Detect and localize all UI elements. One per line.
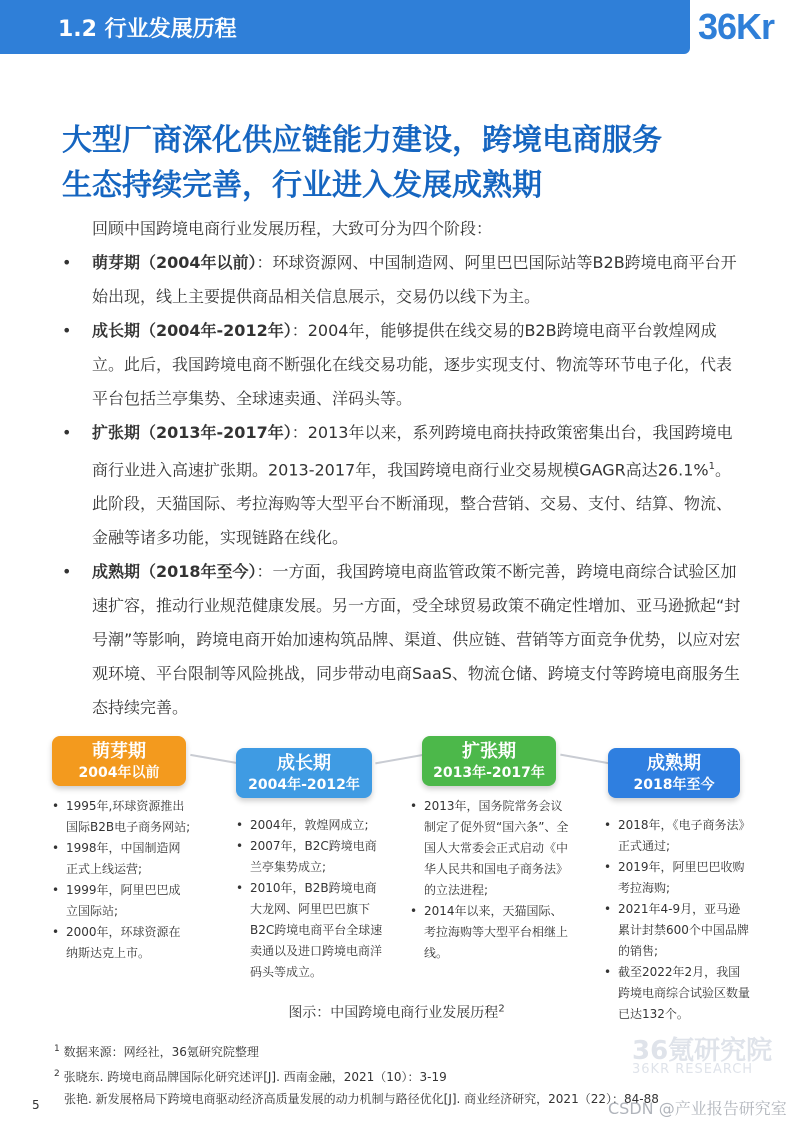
footnotes xyxy=(54,1038,659,1110)
headline-line-1: 大型厂商深化供应链能力建设，跨境电商服务 xyxy=(62,123,662,158)
bullet-stage-3 xyxy=(62,416,742,555)
footnote-text: 数据来源：网经社，36氪研究院整理 xyxy=(63,1045,259,1059)
stage-event: • 1998年，中国制造网正式上线运营; xyxy=(52,838,192,880)
bullet-term: 萌芽期（2004年以前） xyxy=(92,253,257,272)
stage-box-budding xyxy=(52,736,186,786)
bullet-text: ：2013年以来，系列跨境电商扶持政策密集出台，我国跨境电商行业进入高速扩张期。2013-2017年，我国跨境电商行业交易规模GAGR高达26.1% xyxy=(92,423,733,480)
page-number: 5 xyxy=(32,1098,40,1112)
stage-connector xyxy=(190,754,238,764)
section-title: 1.2 行业发展历程 xyxy=(58,17,237,42)
intro-paragraph: 回顾中国跨境电商行业发展历程，大致可分为四个阶段： xyxy=(92,219,493,238)
bullet-stage-4 xyxy=(62,555,742,725)
stage-period: 2018年至今 xyxy=(633,777,715,793)
body-text xyxy=(62,212,742,725)
stage-event: • 1999年，阿里巴巴成立国际站; xyxy=(52,880,192,922)
bullet-stage-2 xyxy=(62,314,742,416)
stage-events-maturity xyxy=(604,815,750,1025)
stage-name: 成长期 xyxy=(277,753,331,774)
stage-name: 萌芽期 xyxy=(92,741,146,762)
stage-events-budding xyxy=(52,796,192,964)
headline-line-2: 生态持续完善，行业进入发展成熟期 xyxy=(62,168,542,203)
page-headline xyxy=(62,118,752,208)
footnote-number: 2 xyxy=(54,1069,60,1079)
stage-events-growth xyxy=(236,815,384,983)
bullet-dot: • xyxy=(62,562,72,582)
stage-event: • 2007年，B2C跨境电商兰亭集势成立; xyxy=(236,836,384,878)
bullet-term: 成长期（2004年-2012年） xyxy=(92,321,292,340)
footnote-number: 1 xyxy=(54,1044,60,1054)
stage-event: • 2019年，阿里巴巴收购考拉海购; xyxy=(604,857,750,899)
figure-caption xyxy=(0,1002,793,1022)
bullet-dot: • xyxy=(62,423,72,442)
csdn-watermark: CSDN @产业报告研究室 xyxy=(608,1099,787,1118)
stage-event: • 1995年,环球资源推出国际B2B电子商务网站; xyxy=(52,796,192,838)
footnote-2-continued xyxy=(54,1088,659,1110)
stage-event: • 2021年4-9月，亚马逊累计封禁600个中国品牌的销售; xyxy=(604,899,750,962)
footnote-ref: 1 xyxy=(708,461,715,472)
stage-event: • 2014年以来，天猫国际、考拉海购等大型平台相继上线。 xyxy=(410,901,570,964)
bullet-text: ：一方面，我国跨境电商监管政策不断完善，跨境电商综合试验区加速扩容，推动行业规范健康发展。另一方面，受全球贸易政策不确定性增加、亚马逊掀起“封号潮”等影响，跨境电商开始加速构筑品牌、渠道、供应链、营销等方面竞争优势，以应对宏观环境、平台限制等风险挑战，同步带动电商SaaS、物流仓储、跨境支付等跨境电商服务生态持续完善。 xyxy=(92,562,741,718)
stage-event: • 2018年，《电子商务法》正式通过; xyxy=(604,815,750,857)
caption-footnote-ref: 2 xyxy=(498,1003,505,1015)
stage-box-maturity xyxy=(608,748,740,798)
bullet-dot: • xyxy=(62,321,72,340)
bullet-text: ：2004年，能够提供在线交易的B2B跨境电商平台敦煌网成立。此后，我国跨境电商不断强化在线交易功能，逐步实现支付、物流等环节电子化，代表平台包括兰亭集势、全球速卖通、洋码头等。 xyxy=(92,321,733,408)
bullet-dot: • xyxy=(62,253,72,272)
bullet-text: ：环球资源网、中国制造网、阿里巴巴国际站等B2B跨境电商平台开始出现，线上主要提供商品相关信息展示，交易仍以线下为主。 xyxy=(92,253,737,306)
stage-event: • 截至2022年2月，我国跨境电商综合试验区数量已达132个。 xyxy=(604,962,750,1025)
stage-event: • 2010年，B2B跨境电商大龙网、阿里巴巴旗下B2C跨境电商平台全球速卖通以及进口跨境电商洋码头等成立。 xyxy=(236,878,384,983)
stage-events-expansion xyxy=(410,796,570,964)
stage-event: • 2004年，敦煌网成立; xyxy=(236,815,384,836)
stage-period: 2004年以前 xyxy=(78,765,160,781)
stage-box-expansion xyxy=(422,736,556,786)
bullet-term: 成熟期（2018年至今） xyxy=(92,562,257,582)
stage-connector xyxy=(375,754,425,765)
stage-connector xyxy=(560,754,610,765)
footnote-2 xyxy=(54,1063,659,1088)
stage-period: 2013年-2017年 xyxy=(433,765,545,781)
bullet-stage-1 xyxy=(62,246,742,314)
stage-name: 扩张期 xyxy=(462,741,516,762)
brand-watermark: 36氪研究院 xyxy=(632,1036,773,1066)
footnote-1 xyxy=(54,1038,659,1063)
stage-event: • 2013年，国务院常务会议制定了促外贸“国六条”、全国人大常委会正式启动《中华人民共和国电子商务法》的立法进程; xyxy=(410,796,570,901)
footnote-text: 张艳. 新发展格局下跨境电商驱动经济高质量发展的动力机制与路径优化[J]. 商业经济研究，2021（22）：84-88 xyxy=(64,1092,659,1106)
header-bar xyxy=(0,0,690,54)
footnote-text: 张晓东. 跨境电商品牌国际化研究述评[J]. 西南金融，2021（10）：3-19 xyxy=(63,1070,447,1084)
stage-name: 成熟期 xyxy=(647,753,701,774)
stage-box-growth xyxy=(236,748,372,798)
stage-period: 2004年-2012年 xyxy=(248,777,360,793)
brand-watermark-en: 36KR RESEARCH xyxy=(632,1062,754,1077)
bullet-term: 扩张期（2013年-2017年） xyxy=(92,423,292,442)
caption-text: 图示：中国跨境电商行业发展历程 xyxy=(288,1005,499,1021)
brand-logo: 36Kr xyxy=(698,6,775,47)
stage-event: • 2000年，环球资源在纳斯达克上市。 xyxy=(52,922,192,964)
bullet-text-continued: 。此阶段，天猫国际、考拉海购等大型平台不断涌现，整合营销、交易、支付、结算、物流、金融等诸多功能，实现链路在线化。 xyxy=(92,460,733,548)
